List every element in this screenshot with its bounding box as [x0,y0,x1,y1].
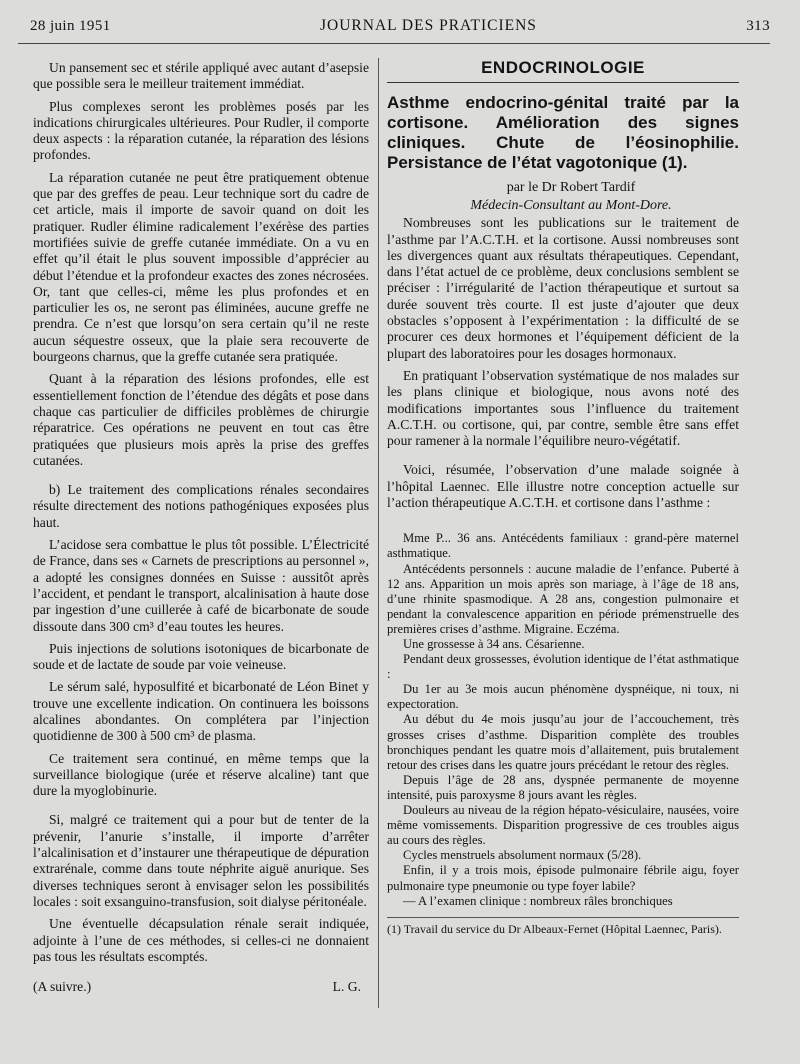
observation-line: Pendant deux grossesses, évolution identique de l’état asthmatique : [387,652,739,682]
observation-line: Antécédents personnels : aucune maladie de l’enfance. Puberté à 12 ans. Apparition un mois après son mariage, à l’âge de 18 ans, d’une rhinite spasmodique. A 28 ans, congestion pulmonaire et pendant la convalescence apparition en période prémenstruelle des premières crises d’asthme. Migraine. Eczéma. [387,561,739,636]
observation-line: Au début du 4e mois jusqu’au jour de l’accouchement, très grosses crises d’asthme. Disparition complète des troubles bronchiques pendant les quatre mois d’allaitement, puis brutalement retour des crises dans les quatre jours précédant le retour des règles. [387,712,739,772]
case-observation [387,531,739,908]
section-heading: ENDOCRINOLOGIE [481,58,645,77]
paragraph: Le sérum salé, hyposulfité et bicarbonaté de Léon Binet y trouve une excellente indication. On continuera les boissons alcalines abondantes. On complétera par l’injection quotidienne de 300 à 500 cm³ de plasma. [33,679,369,744]
observation-line: Depuis l’âge de 28 ans, dyspnée permanente de moyenne intensité, puis paroxysme 8 jours avant les règles. [387,772,739,802]
paragraph: Quant à la réparation des lésions profondes, elle est essentiellement fonction de l’étendue des dégâts et pose dans chaque cas particulier de difficiles problèmes de chirurgie réparatrice. Ces opérations ne peuvent en tout cas être pratiquées que plusieurs mois après la prise des greffes cutanées. [33,371,369,468]
article-end [33,979,369,995]
to-be-continued: (A suivre.) [33,979,92,995]
observation-line: Une grossesse à 34 ans. Césarienne. [403,637,585,651]
paragraph: Plus complexes seront les problèmes posés par les indications chirurgicales ultérieures. Pour Rudler, il comporte deux aspects : la réparation cutanée, la réparation des lésions profondes. [33,98,369,163]
byline: par le Dr Robert Tardif [506,180,636,196]
paragraph: L’acidose sera combattue le plus tôt possible. L’Électricité de France, dans ses « Carnets de prescriptions au personnel », a adopté les consignes données en Suisse : aussitôt après l’accident, et pendant le transport, alcalinisation à haute dose par ingestion d’une cuillerée à café de bicarbonate de soude dissoute dans 300 cm³ d’eau toutes les heures. [33,537,369,634]
footnote-text: (1) Travail du service du Dr Albeaux-Fernet (Hôpital Laennec, Paris). [387,921,722,936]
paragraph: b) Le traitement des complications rénales secondaires résulte directement des notions pathogéniques exposées plus haut. [33,482,369,530]
footnote-rule [387,917,739,918]
observation-line: Douleurs au niveau de la région hépato-vésiculaire, nausées, voire même vomissements. Disparition progressive de ces troubles aigus au cours des règles. [387,803,739,848]
observation-line: Cycles menstruels absolument normaux (5/28). [403,848,642,863]
article-title: Asthme endocrino-génital traité par la cortisone. Amélioration des signes cliniques. Chute de l’éosinophilie. Persistance de l’état vagotonique (1). [387,93,739,173]
journal-title: JOURNAL DES PRATICIENS [320,17,537,34]
section-rule [387,82,739,83]
paragraph: En pratiquant l’observation systématique de nos malades sur les plans clinique et biologique, nous avons noté des modifications importantes sous l’influence du traitement A.C.T.H. ou cortisone, qui, par contre, semble être sans effet pour ramener à la normale l’équilibre neuro-végétatif. [387,367,739,449]
left-column [33,60,369,995]
right-column [387,60,739,937]
paragraph: Voici, résumée, l’observation d’une malade soignée à l’hôpital Laennec. Elle illustre notre conception actuelle sur l’action thérapeutique A.C.T.H. et cortisone dans l’asthme : [387,462,739,511]
author-initials: L. G. [332,979,361,995]
observation-line: Mme P... 36 ans. Antécédents familiaux : grand-père maternel asthmatique. [387,531,739,561]
observation-line: Du 1er au 3e mois aucun phénomène dyspnéique, ni toux, ni expectoration. [387,682,739,712]
column-divider [378,58,379,1008]
header-rule [18,43,770,44]
paragraph: Ce traitement sera continué, en même temps que la surveillance biologique (urée et réserve alcaline) tant que dure la myoglobinurie. [33,750,369,799]
paragraph: Si, malgré ce traitement qui a pour but de tenter de la prévenir, l’anurie s’installe, il importe d’arrêter l’alcalinisation et d’instaurer une thérapeutique de dépuration extrarénale, comme dans toute néphrite aiguë anurique. Ses diverses techniques seront à envisager selon les possibilités locales : soit exsanguino-transfusion, soit dialyse péritonéale. [33,812,369,909]
author-affiliation: Médecin-Consultant au Mont-Dore. [470,198,672,214]
observation-line: Enfin, il y a trois mois, épisode pulmonaire fébrile aigu, foyer pulmonaire type pneumonie ou type foyer labile? [387,863,739,893]
running-header [30,14,770,38]
paragraph: Une éventuelle décapsulation rénale serait indiquée, adjointe à l’une de ces méthodes, si celles-ci ne donnaient pas tous les résultats escomptés. [33,916,369,964]
paragraph: Puis injections de solutions isotoniques de bicarbonate de soude et de lactate de soude par voie veineuse. [33,640,369,673]
paragraph: La réparation cutanée ne peut être pratiquement obtenue que par des greffes de peau. Leur technique sort du cadre de cet article, mais il importe de savoir quand on doit les pratiquer. Rudler élimine radicalement l’exérèse des parties mortifiées suivie de greffe cutanée immédiate. On a vu en effet qu’il était le plus souvent impossible d’apprécier au début l’étendue et la profondeur exactes des zones nécrosées. Or, tant que celles-ci, même les plus profondes et en particulier les os, ne seront pas éliminées, aucune greffe ne prendra. Ce n’est que lorsqu’on sera certain qu’il ne reste aucun séquestre osseux, que la plaie sera recouverte de bourgeons charnus, que la greffe cutanée sera pratiquée. [33,169,369,365]
paragraph: Un pansement sec et stérile appliqué avec autant d’asepsie que possible sera le meilleur traitement immédiat. [33,60,369,92]
footnote [387,922,739,937]
paragraph: Nombreuses sont les publications sur le traitement de l’asthme par l’A.C.T.H. et la cortisone. Aussi nombreuses sont les divergences quant aux résultats thérapeutiques. Cependant, dans l’état actuel de ce problème, deux conclusions semblent se préciser : l’irrégularité de l’action thérapeutique et surtout sa durée souvent très courte. Il est juste d’ajouter que deux obstacles s’opposent à l’expérimentation : la difficulté de se procurer ces deux hormones et l’équipement déficient de la plupart des laboratoires pour les dosages hormonaux. [387,215,739,361]
observation-line: — A l’examen clinique : nombreux râles bronchiques [403,893,673,908]
issue-date: 28 juin 1951 [30,17,111,34]
page-number: 313 [746,17,770,34]
